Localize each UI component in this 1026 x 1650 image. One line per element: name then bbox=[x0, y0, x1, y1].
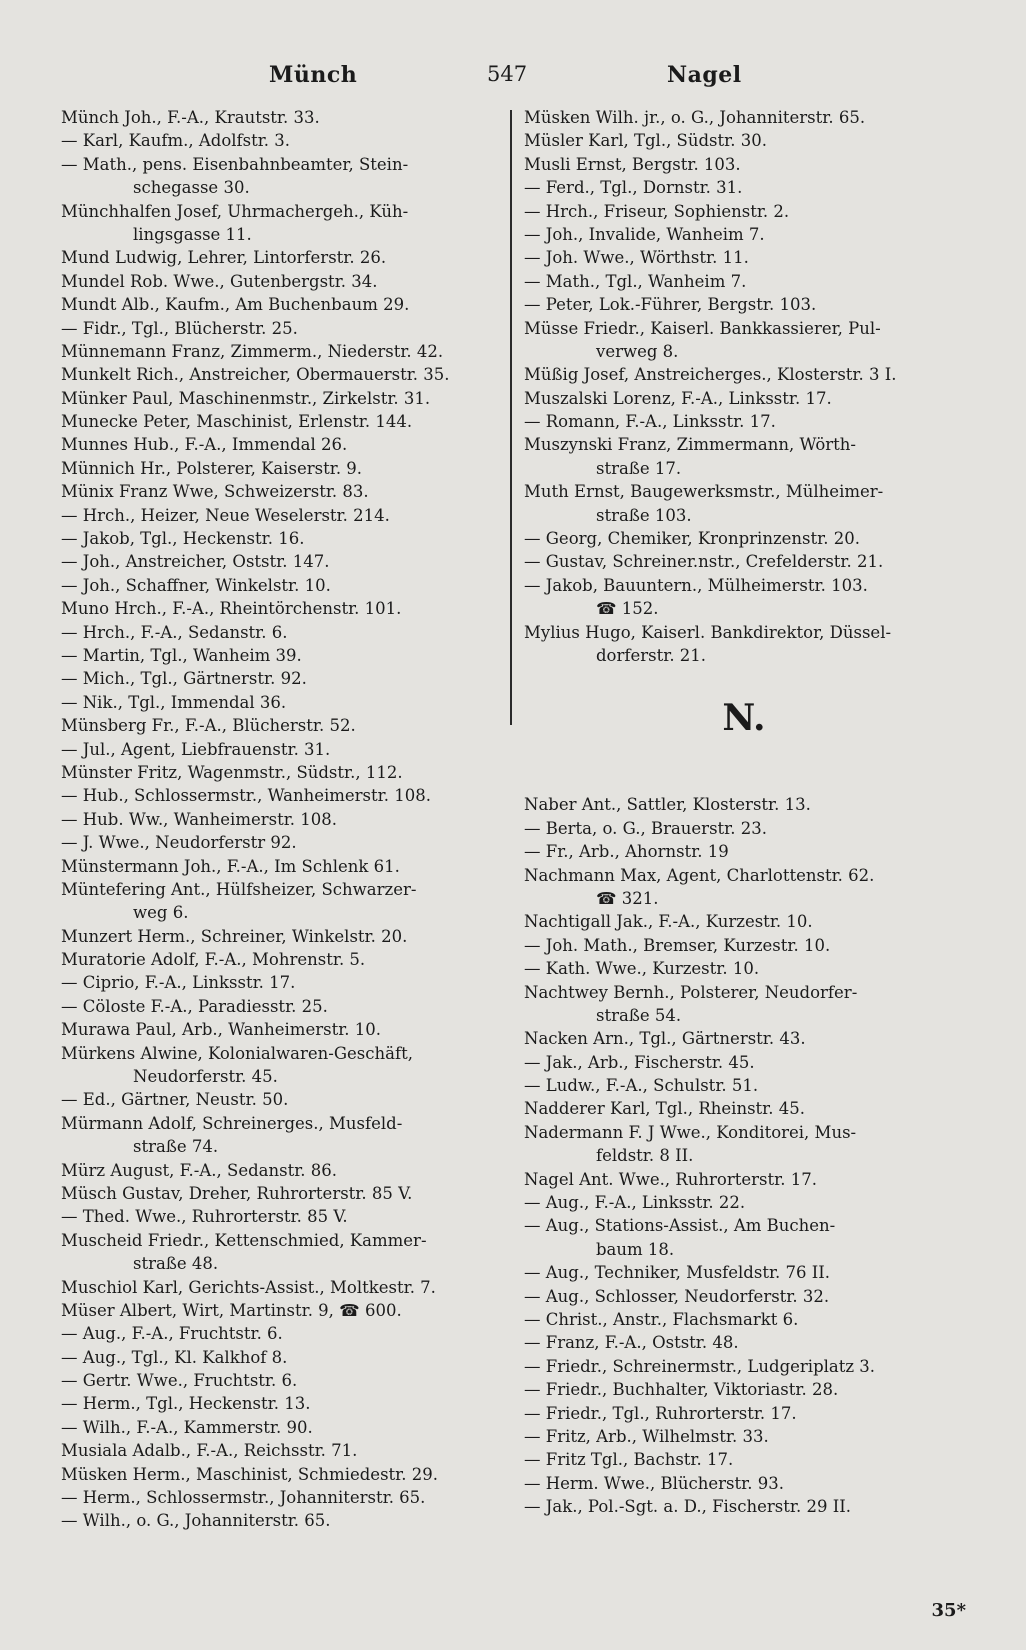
directory-entry-line: — Ferd., Tgl., Dornstr. 31. bbox=[524, 178, 743, 198]
directory-entry-line: Nadderer Karl, Tgl., Rheinstr. 45. bbox=[524, 1099, 805, 1119]
directory-entry-line: Müßig Josef, Anstreicherges., Klosterstr. 3 I. bbox=[524, 365, 897, 385]
directory-entry-line: — Gustav, Schreiner.nstr., Crefelderstr. 21. bbox=[524, 552, 884, 572]
signature-mark: 35* bbox=[931, 1600, 966, 1621]
directory-entry-line: — Kath. Wwe., Kurzestr. 10. bbox=[524, 959, 760, 979]
directory-entry-line: baum 18. bbox=[596, 1239, 675, 1259]
page-header bbox=[55, 58, 960, 98]
directory-entry-line: straße 17. bbox=[596, 458, 682, 478]
directory-entry-line: Nadermann F. J Wwe., Konditorei, Mus- bbox=[524, 1122, 857, 1142]
directory-entry-line: — Herm. Wwe., Blücherstr. 93. bbox=[524, 1473, 784, 1493]
directory-entry-line: Naber Ant., Sattler, Klosterstr. 13. bbox=[524, 795, 811, 815]
directory-entry-line: — Friedr., Tgl., Ruhrorterstr. 17. bbox=[524, 1403, 797, 1423]
directory-entry-line: Mundt Alb., Kaufm., Am Buchenbaum 29. bbox=[61, 295, 410, 315]
directory-entry-line: — Jak., Pol.-Sgt. a. D., Fischerstr. 29 II. bbox=[524, 1497, 851, 1517]
directory-entry-line: Münnemann Franz, Zimmerm., Niederstr. 42. bbox=[61, 341, 444, 361]
directory-entry-line: Munkelt Rich., Anstreicher, Obermauerstr. 35. bbox=[61, 365, 450, 385]
directory-entry-line: Nachtigall Jak., F.-A., Kurzestr. 10. bbox=[524, 912, 813, 932]
directory-entry-line: Müsken Herm., Maschinist, Schmiedestr. 29. bbox=[61, 1464, 438, 1484]
directory-entry-line: Mürkens Alwine, Kolonialwaren-Geschäft, bbox=[61, 1043, 413, 1063]
directory-entry-line: — Math., Tgl., Wanheim 7. bbox=[524, 271, 747, 291]
directory-entry-line: — Georg, Chemiker, Kronprinzenstr. 20. bbox=[524, 529, 860, 549]
directory-entry-line: Münnich Hr., Polsterer, Kaiserstr. 9. bbox=[61, 458, 363, 478]
directory-entry-line: — Ludw., F.-A., Schulstr. 51. bbox=[524, 1076, 759, 1096]
directory-entry-line: — Friedr., Buchhalter, Viktoriastr. 28. bbox=[524, 1380, 839, 1400]
directory-entry-line: — Nik., Tgl., Immendal 36. bbox=[61, 692, 287, 712]
directory-entry-line: Nagel Ant. Wwe., Ruhrorterstr. 17. bbox=[524, 1169, 817, 1189]
directory-entry-line: — Franz, F.-A., Oststr. 48. bbox=[524, 1333, 739, 1353]
header-first-entry: Münch bbox=[269, 62, 358, 88]
directory-entry-line: — Martin, Tgl., Wanheim 39. bbox=[61, 645, 302, 665]
directory-entry-line: — Joh. Math., Bremser, Kurzestr. 10. bbox=[524, 935, 831, 955]
directory-entry-line: ☎ 321. bbox=[596, 888, 659, 908]
directory-entry-line: — Math., pens. Eisenbahnbeamter, Stein- bbox=[61, 154, 409, 174]
directory-entry-line: Münix Franz Wwe, Schweizerstr. 83. bbox=[61, 482, 369, 502]
directory-entry-line: — Karl, Kaufm., Adolfstr. 3. bbox=[61, 131, 291, 151]
directory-entry-line: Münchhalfen Josef, Uhrmachergeh., Küh- bbox=[61, 201, 409, 221]
directory-entry-line: Muth Ernst, Baugewerksmstr., Mülheimer- bbox=[524, 482, 884, 502]
directory-entry-line: Mylius Hugo, Kaiserl. Bankdirektor, Düssel- bbox=[524, 622, 892, 642]
directory-entry-line: — Aug., Schlosser, Neudorferstr. 32. bbox=[524, 1286, 830, 1306]
directory-entry-line: — Wilh., F.-A., Kammerstr. 90. bbox=[61, 1417, 313, 1437]
directory-entry-line: Münsberg Fr., F.-A., Blücherstr. 52. bbox=[61, 716, 356, 736]
directory-entry-line: Mund Ludwig, Lehrer, Lintorferstr. 26. bbox=[61, 248, 387, 268]
directory-entry-line: — Christ., Anstr., Flachsmarkt 6. bbox=[524, 1309, 799, 1329]
directory-entry-line: — Hrch., Heizer, Neue Weselerstr. 214. bbox=[61, 505, 390, 525]
directory-entry-line: — Jul., Agent, Liebfrauenstr. 31. bbox=[61, 739, 331, 759]
directory-entry-line: Mürmann Adolf, Schreinerges., Musfeld- bbox=[61, 1113, 403, 1133]
header-last-entry: Nagel bbox=[667, 62, 742, 88]
section-letter-heading: N. bbox=[722, 697, 766, 740]
directory-entry-line: straße 54. bbox=[596, 1005, 682, 1025]
directory-entry-line: Münster Fritz, Wagenmstr., Südstr., 112. bbox=[61, 762, 403, 782]
directory-entry-line: — Mich., Tgl., Gärtnerstr. 92. bbox=[61, 669, 307, 689]
directory-entry-line: — Hrch., Friseur, Sophienstr. 2. bbox=[524, 201, 790, 221]
directory-entry-line: Murawa Paul, Arb., Wanheimerstr. 10. bbox=[61, 1020, 382, 1040]
directory-entry-line: — Herm., Tgl., Heckenstr. 13. bbox=[61, 1394, 311, 1414]
directory-entry-line: — Thed. Wwe., Ruhrorterstr. 85 V. bbox=[61, 1207, 348, 1227]
directory-entry-line: — Aug., Techniker, Musfeldstr. 76 II. bbox=[524, 1263, 831, 1283]
page-number: 547 bbox=[487, 62, 528, 86]
directory-entry-line: straße 74. bbox=[133, 1137, 219, 1157]
directory-entry-line: Muszalski Lorenz, F.-A., Linksstr. 17. bbox=[524, 388, 832, 408]
directory-entry-line: verweg 8. bbox=[596, 341, 679, 361]
directory-entry-line: straße 103. bbox=[596, 505, 692, 525]
directory-entry-line: dorferstr. 21. bbox=[596, 645, 707, 665]
directory-entry-line: — Peter, Lok.-Führer, Bergstr. 103. bbox=[524, 295, 817, 315]
directory-entry-line: — Jakob, Tgl., Heckenstr. 16. bbox=[61, 529, 305, 549]
directory-entry-line: straße 48. bbox=[133, 1254, 219, 1274]
directory-entry-line: lingsgasse 11. bbox=[133, 224, 252, 244]
directory-entry-line: — Herm., Schlossermstr., Johanniterstr. 65. bbox=[61, 1488, 426, 1508]
directory-entry-line: Muno Hrch., F.-A., Rheintörchenstr. 101. bbox=[61, 599, 402, 619]
directory-entry-line: weg 6. bbox=[133, 903, 189, 923]
directory-entry-line: — Joh., Anstreicher, Oststr. 147. bbox=[61, 552, 330, 572]
column-divider bbox=[510, 110, 512, 725]
right-column-bottom-entries bbox=[524, 793, 964, 1518]
directory-entry-line: — Fr., Arb., Ahornstr. 19 bbox=[524, 842, 729, 862]
directory-entry-line: feldstr. 8 II. bbox=[596, 1146, 694, 1166]
directory-entry-line: — Aug., Tgl., Kl. Kalkhof 8. bbox=[61, 1347, 288, 1367]
directory-entry-line: Muszynski Franz, Zimmermann, Wörth- bbox=[524, 435, 857, 455]
directory-entry-line: Mürz August, F.-A., Sedanstr. 86. bbox=[61, 1160, 338, 1180]
directory-entry-line: — Fritz, Arb., Wilhelmstr. 33. bbox=[524, 1426, 769, 1446]
directory-entry-line: — Joh. Wwe., Wörthstr. 11. bbox=[524, 248, 749, 268]
directory-entry-line: Münker Paul, Maschinenmstr., Zirkelstr. 31. bbox=[61, 388, 431, 408]
directory-entry-line: — Hrch., F.-A., Sedanstr. 6. bbox=[61, 622, 288, 642]
directory-entry-line: — Joh., Invalide, Wanheim 7. bbox=[524, 224, 765, 244]
directory-entry-line: Muschiol Karl, Gerichts-Assist., Moltkestr. 7. bbox=[61, 1277, 436, 1297]
directory-entry-line: Nachmann Max, Agent, Charlottenstr. 62. bbox=[524, 865, 875, 885]
directory-entry-line: — J. Wwe., Neudorferstr 92. bbox=[61, 833, 297, 853]
directory-entry-line: Munecke Peter, Maschinist, Erlenstr. 144. bbox=[61, 412, 413, 432]
directory-entry-line: — Friedr., Schreinermstr., Ludgeriplatz 3. bbox=[524, 1356, 876, 1376]
directory-entry-line: Mundel Rob. Wwe., Gutenbergstr. 34. bbox=[61, 271, 378, 291]
directory-entry-line: Munnes Hub., F.-A., Immendal 26. bbox=[61, 435, 348, 455]
directory-entry-line: Neudorferstr. 45. bbox=[133, 1067, 278, 1087]
directory-entry-line: Munzert Herm., Schreiner, Winkelstr. 20. bbox=[61, 926, 408, 946]
directory-entry-line: Münstermann Joh., F.-A., Im Schlenk 61. bbox=[61, 856, 400, 876]
directory-entry-line: — Fidr., Tgl., Blücherstr. 25. bbox=[61, 318, 298, 338]
directory-entry-line: — Romann, F.-A., Linksstr. 17. bbox=[524, 412, 776, 432]
directory-entry-line: Müsse Friedr., Kaiserl. Bankkassierer, Pul- bbox=[524, 318, 881, 338]
right-column-top-entries bbox=[524, 106, 964, 667]
directory-entry-line: Muratorie Adolf, F.-A., Mohrenstr. 5. bbox=[61, 950, 366, 970]
directory-entry-line: Müser Albert, Wirt, Martinstr. 9, ☎ 600. bbox=[61, 1300, 402, 1320]
directory-entry-line: — Fritz Tgl., Bachstr. 17. bbox=[524, 1450, 734, 1470]
directory-entry-line: ☎ 152. bbox=[596, 599, 659, 619]
directory-entry-line: schegasse 30. bbox=[133, 178, 250, 198]
directory-entry-line: — Aug., Stations-Assist., Am Buchen- bbox=[524, 1216, 836, 1236]
directory-entry-line: — Wilh., o. G., Johanniterstr. 65. bbox=[61, 1511, 331, 1531]
left-column bbox=[61, 106, 501, 1533]
directory-entry-line: — Ciprio, F.-A., Linksstr. 17. bbox=[61, 973, 296, 993]
directory-entry-line: Musiala Adalb., F.-A., Reichsstr. 71. bbox=[61, 1441, 358, 1461]
directory-entry-line: — Jak., Arb., Fischerstr. 45. bbox=[524, 1052, 755, 1072]
right-column bbox=[524, 106, 964, 1518]
directory-entry-line: — Berta, o. G., Brauerstr. 23. bbox=[524, 818, 767, 838]
directory-entry-line: Musli Ernst, Bergstr. 103. bbox=[524, 154, 741, 174]
directory-entry-line: Nachtwey Bernh., Polsterer, Neudorfer- bbox=[524, 982, 858, 1002]
directory-entry-line: Müsler Karl, Tgl., Südstr. 30. bbox=[524, 131, 767, 151]
directory-entry-line: — Aug., F.-A., Linksstr. 22. bbox=[524, 1193, 746, 1213]
directory-entry-line: Müntefering Ant., Hülfsheizer, Schwarzer- bbox=[61, 879, 417, 899]
directory-entry-line: — Hub., Schlossermstr., Wanheimerstr. 108. bbox=[61, 786, 431, 806]
directory-entry-line: — Ed., Gärtner, Neustr. 50. bbox=[61, 1090, 289, 1110]
directory-entry-line: — Gertr. Wwe., Fruchtstr. 6. bbox=[61, 1371, 298, 1391]
directory-entry-line: Nacken Arn., Tgl., Gärtnerstr. 43. bbox=[524, 1029, 806, 1049]
directory-entry-line: — Joh., Schaffner, Winkelstr. 10. bbox=[61, 575, 331, 595]
directory-entry-line: — Jakob, Bauuntern., Mülheimerstr. 103. bbox=[524, 575, 868, 595]
directory-entry-line: Müsken Wilh. jr., o. G., Johanniterstr. 65. bbox=[524, 108, 866, 127]
directory-entry-line: — Aug., F.-A., Fruchtstr. 6. bbox=[61, 1324, 283, 1344]
directory-entry-line: Muscheid Friedr., Kettenschmied, Kammer- bbox=[61, 1230, 427, 1250]
directory-entry-line: — Cöloste F.-A., Paradiesstr. 25. bbox=[61, 996, 328, 1016]
directory-entry-line: Müsch Gustav, Dreher, Ruhrorterstr. 85 V. bbox=[61, 1183, 413, 1203]
directory-entry-line: — Hub. Ww., Wanheimerstr. 108. bbox=[61, 809, 338, 829]
directory-entry-line: Münch Joh., F.-A., Krautstr. 33. bbox=[61, 108, 320, 127]
